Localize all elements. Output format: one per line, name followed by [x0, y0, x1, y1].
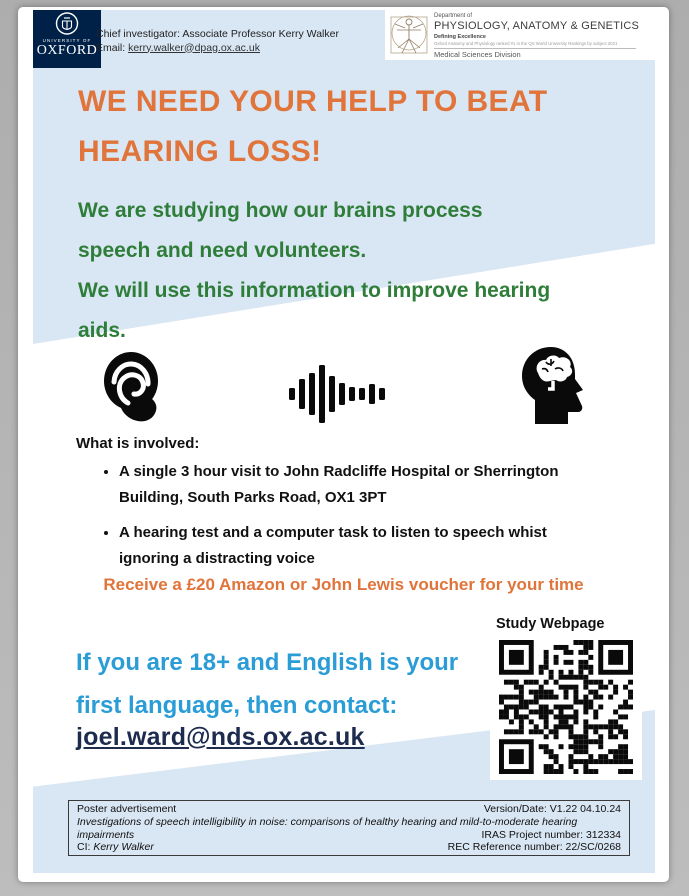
- footer-row-1: [77, 803, 621, 816]
- dpag-logo-box: [385, 10, 657, 60]
- intro-line-1: We are studying how our brains process: [78, 199, 483, 222]
- intro-line-3: We will use this information to improve hearing: [78, 279, 551, 302]
- dpag-division: Medical Sciences Division: [434, 48, 636, 60]
- poster-page: [18, 7, 669, 882]
- investigator-block: [96, 28, 339, 55]
- footer-ci: CI: Kerry Walker: [77, 841, 154, 854]
- footer-version-date: Version/Date: V1.22 04.10.24: [483, 803, 621, 815]
- involved-bullet-1: • A single 3 hour visit to John Radcliffe Hospital or Sherrington Building, South Parks Road, OX1 3PT: [119, 459, 599, 511]
- footer-study-title-cont: impairments: [77, 828, 135, 841]
- dpag-department-of: Department of: [434, 13, 473, 19]
- oxford-crest-icon: [54, 10, 80, 37]
- intro-line-4: aids.: [78, 319, 126, 342]
- footer-rec-number: REC Reference number: 22/SC/0268: [447, 841, 621, 854]
- dpag-ranking-note: Oxford Anatomy and Physiology ranked #1 in the QS World University Rankings by subject 2021: [434, 40, 618, 46]
- footer-doc-type: Poster advertisement: [77, 803, 177, 815]
- contact-call-to-action: [76, 641, 496, 727]
- contact-email-line: [76, 723, 365, 752]
- footer-row-3: [77, 829, 621, 842]
- headline-line-1: WE NEED YOUR HELP TO BEAT: [78, 85, 548, 118]
- footer-row-4: [77, 841, 621, 854]
- intro-line-2: speech and need volunteers.: [78, 239, 367, 262]
- poster-headline: [78, 77, 638, 177]
- study-webpage-qr-code: [490, 634, 642, 780]
- footer-study-title: Investigations of speech intelligibility in noise: comparisons of healthy hearing and mild-to-moderate hearing: [77, 815, 578, 828]
- investigator-email-line: Email: kerry.walker@dpag.ox.ac.uk: [96, 41, 260, 54]
- involved-bullet-2: • A hearing test and a computer task to listen to speech whist ignoring a distracting voice: [119, 520, 599, 572]
- oxford-logo-wordmark: OXFORD: [36, 43, 98, 58]
- study-intro: [78, 191, 638, 351]
- contact-line-1: If you are 18+ and English is your: [76, 649, 459, 676]
- voucher-offer-text: Receive a £20 Amazon or John Lewis voucher for your time: [103, 575, 584, 594]
- oxford-logo-university-of: UNIVERSITY OF: [42, 38, 92, 43]
- dpag-tagline: Defining Excellence: [434, 33, 486, 40]
- involved-heading: What is involved:: [76, 435, 200, 452]
- qr-code-label: Study Webpage: [496, 616, 605, 632]
- investigator-line: Chief investigator: Associate Professor Kerry Walker: [96, 28, 339, 40]
- footer-iras-number: IRAS Project number: 312334: [481, 828, 621, 841]
- contact-line-2: first language, then contact:: [76, 692, 398, 719]
- sound-waveform-icon: [288, 363, 392, 425]
- oxford-university-logo: [33, 10, 101, 68]
- vitruvian-man-icon: [388, 12, 430, 58]
- dpag-text-block: [434, 12, 654, 58]
- contact-email-link[interactable]: joel.ward@nds.ox.ac.uk: [76, 723, 365, 751]
- investigator-email-link[interactable]: kerry.walker@dpag.ox.ac.uk: [128, 41, 260, 54]
- involved-bullet-list: [103, 459, 599, 581]
- ear-icon: [100, 351, 166, 425]
- head-brain-icon: [518, 345, 596, 425]
- dpag-name: PHYSIOLOGY, ANATOMY & GENETICS: [434, 19, 640, 32]
- headline-line-2: HEARING LOSS!: [78, 135, 322, 168]
- footer-admin-box: [68, 800, 630, 856]
